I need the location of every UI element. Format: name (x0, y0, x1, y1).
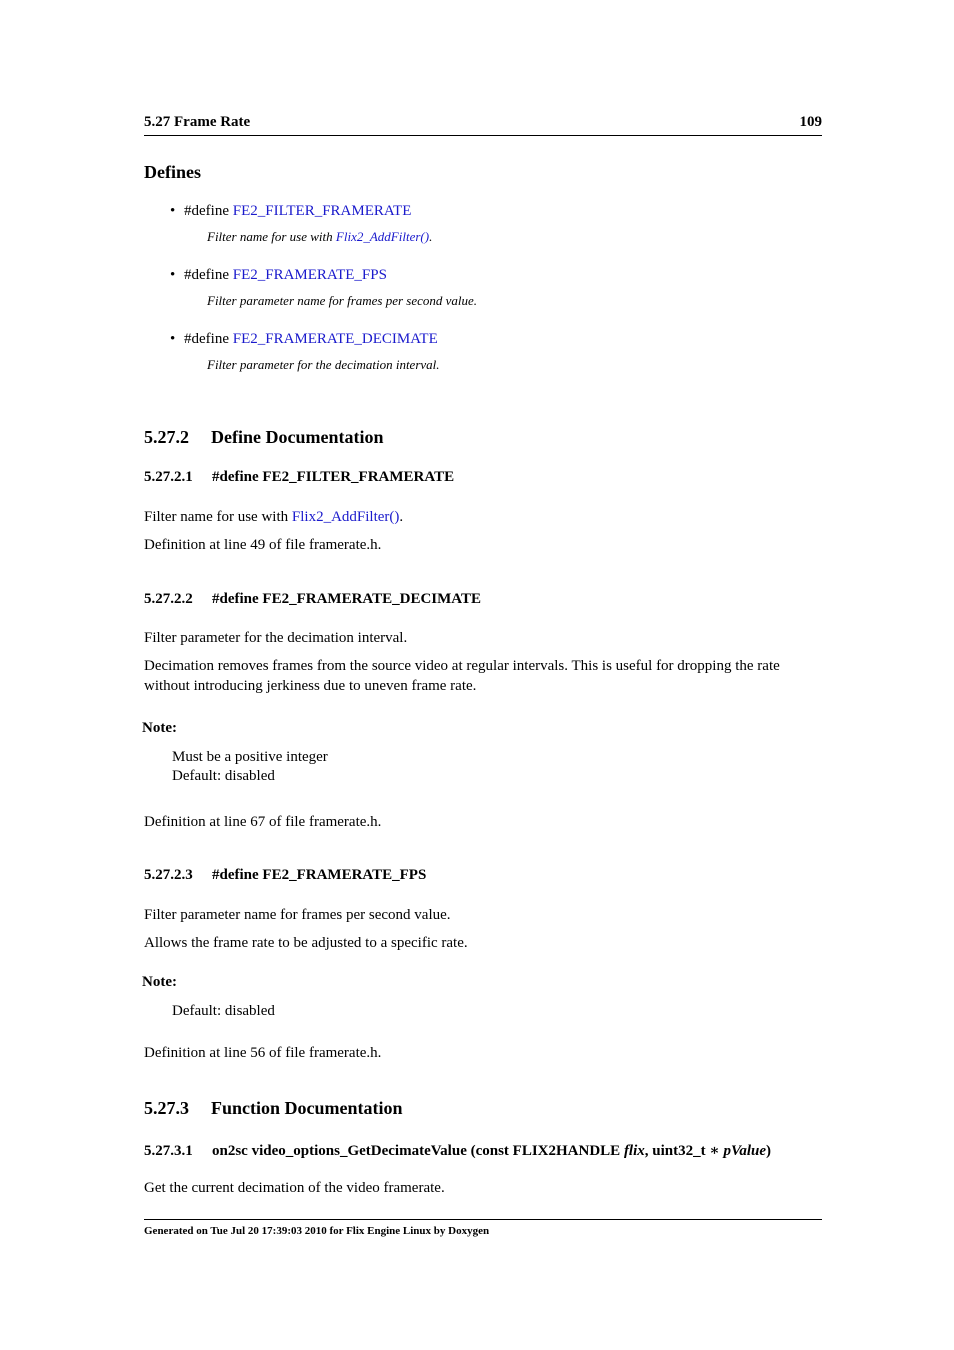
section-define-documentation: 5.27.2 Define Documentation (144, 427, 384, 447)
paragraph: Filter parameter for the decimation interval. (144, 630, 408, 646)
link-fe2-filter-framerate[interactable]: FE2_FILTER_FRAMERATE (232, 203, 412, 219)
define-item: • #define FE2_FRAMERATE_FPS (170, 267, 387, 283)
bullet-icon: • (170, 203, 176, 219)
paragraph: Get the current decimation of the video framerate. (144, 1180, 445, 1196)
header-rule (144, 135, 822, 136)
footer-text: Generated on Tue Jul 20 17:39:03 2010 for Flix Engine Linux by Doxygen (144, 1225, 490, 1237)
paragraph: without introducing jerkiness due to uneven frame rate. (144, 678, 477, 694)
subsection-heading: 5.27.2.3 #define FE2_FRAMERATE_FPS (144, 867, 427, 883)
footer-rule (144, 1219, 822, 1220)
link-fe2-framerate-decimate[interactable]: FE2_FRAMERATE_DECIMATE (232, 331, 438, 347)
function-signature: 5.27.3.1 on2sc video_options_GetDecimateValue (const FLIX2HANDLE flix, uint32_t ∗ pValue) (144, 1143, 772, 1159)
bullet-icon: • (170, 331, 176, 347)
define-brief: Filter name for use with Flix2_AddFilter(). (207, 229, 433, 244)
paragraph: Filter name for use with Flix2_AddFilter(). (144, 509, 404, 525)
note-text: Default: disabled (172, 1003, 275, 1019)
link-flix2-addfilter[interactable]: Flix2_AddFilter() (291, 509, 400, 525)
paragraph: Allows the frame rate to be adjusted to a specific rate. (144, 935, 468, 951)
define-brief: Filter parameter for the decimation interval. (207, 357, 440, 372)
definition-line: Definition at line 56 of file framerate.h. (144, 1045, 382, 1061)
link-fe2-framerate-fps[interactable]: FE2_FRAMERATE_FPS (232, 267, 387, 283)
subsection-heading: 5.27.2.2 #define FE2_FRAMERATE_DECIMATE (144, 591, 482, 607)
define-item: • #define FE2_FILTER_FRAMERATE (170, 203, 412, 219)
definition-line: Definition at line 49 of file framerate.h. (144, 537, 382, 553)
note-label: Note: (142, 720, 177, 736)
note-text: Default: disabled (172, 768, 275, 784)
page-number: 109 (799, 114, 822, 130)
note-label: Note: (142, 974, 177, 990)
note-text: Must be a positive integer (172, 749, 328, 765)
paragraph: Filter parameter name for frames per second value. (144, 907, 451, 923)
define-brief: Filter parameter name for frames per second value. (207, 293, 478, 308)
subsection-heading: 5.27.2.1 #define FE2_FILTER_FRAMERATE (144, 469, 455, 485)
section-function-documentation: 5.27.3 Function Documentation (144, 1098, 403, 1118)
definition-line: Definition at line 67 of file framerate.h. (144, 814, 382, 830)
link-flix2-addfilter[interactable]: Flix2_AddFilter() (335, 229, 430, 244)
define-item: • #define FE2_FRAMERATE_DECIMATE (170, 331, 438, 347)
paragraph: Decimation removes frames from the source video at regular intervals. This is useful for dropping the rate (144, 658, 780, 674)
bullet-icon: • (170, 267, 176, 283)
running-header-section: 5.27 Frame Rate (144, 114, 251, 130)
defines-heading: Defines (144, 162, 201, 182)
